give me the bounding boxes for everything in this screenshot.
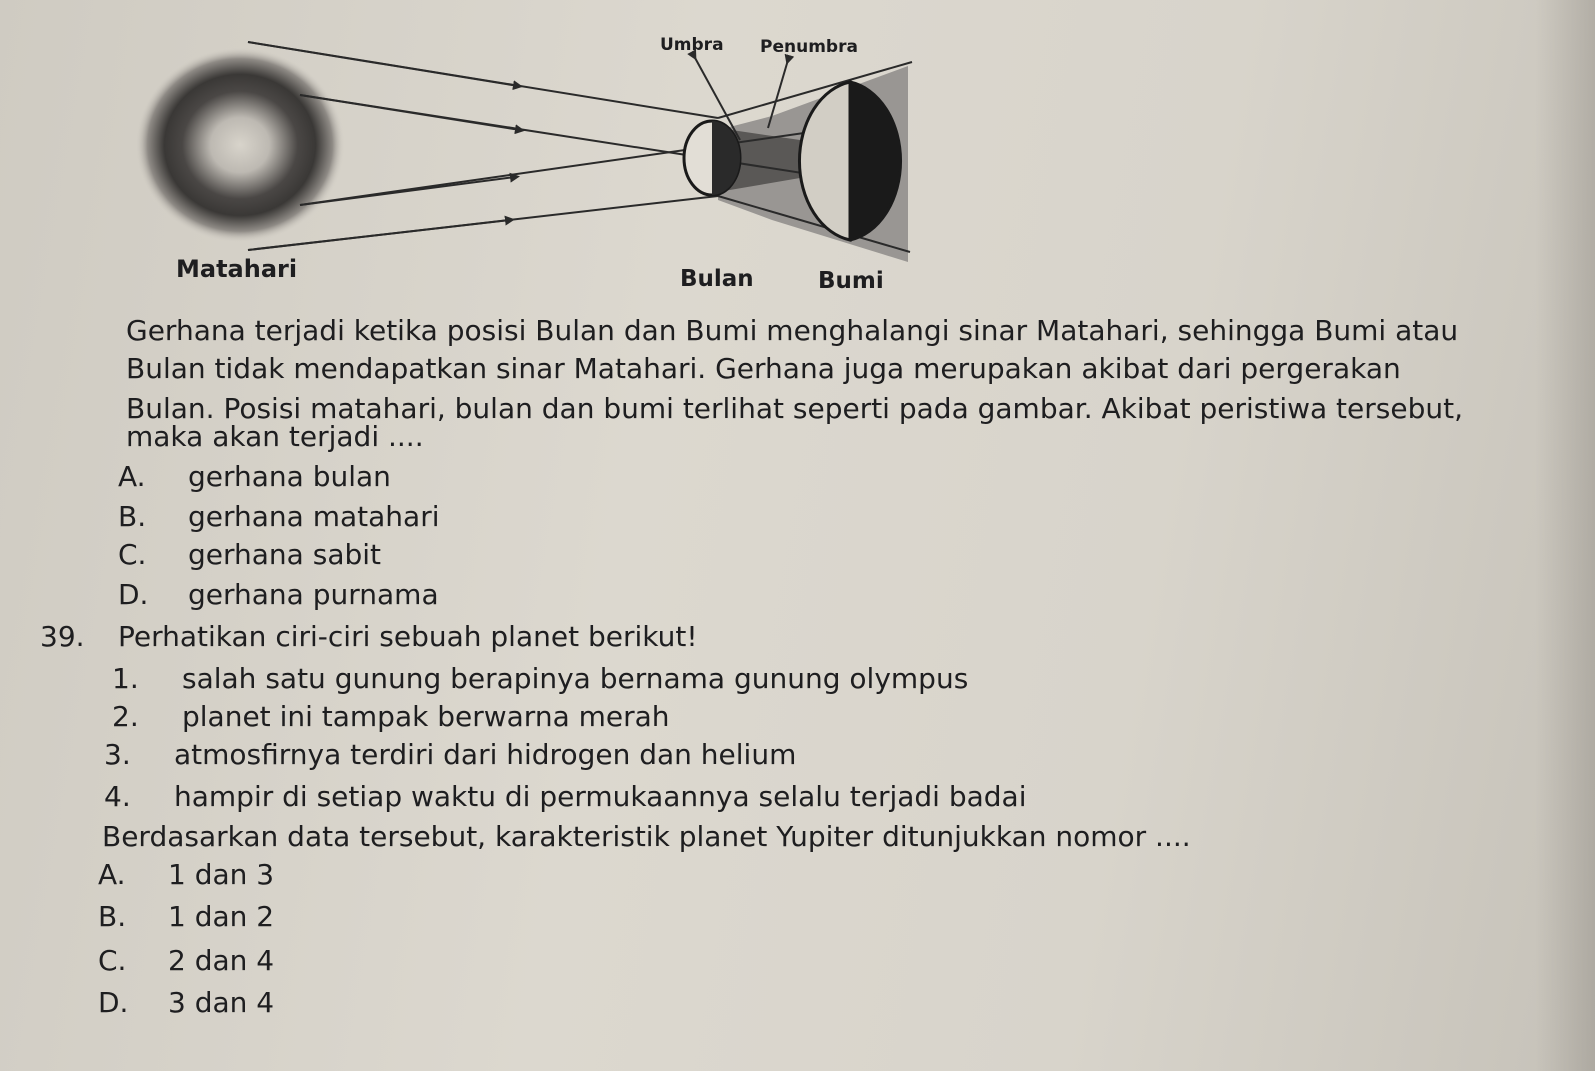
q38-text-line-4: maka akan terjadi .... bbox=[126, 420, 424, 453]
option-text: 2 dan 4 bbox=[168, 944, 275, 977]
label-bumi: Bumi bbox=[818, 268, 884, 294]
q38-text-line-2: Bulan tidak mendapatkan sinar Matahari. Gerhana juga merupakan akibat dari pergerakan bbox=[126, 352, 1401, 385]
option-letter: D. bbox=[118, 578, 149, 611]
option-text: 1 dan 2 bbox=[168, 900, 275, 933]
option-letter: A. bbox=[98, 858, 126, 891]
item-text: planet ini tampak berwarna merah bbox=[182, 700, 670, 733]
option-letter: B. bbox=[118, 500, 147, 533]
q39-option-c[interactable] bbox=[98, 944, 274, 977]
option-letter: C. bbox=[98, 944, 127, 977]
option-text: gerhana bulan bbox=[188, 460, 391, 493]
item-number: 4. bbox=[104, 780, 131, 813]
q39-prompt: Berdasarkan data tersebut, karakteristik planet Yupiter ditunjukkan nomor .... bbox=[102, 820, 1191, 853]
q38-text-line-1: Gerhana terjadi ketika posisi Bulan dan Bumi menghalangi sinar Matahari, sehingga Bumi atau bbox=[126, 314, 1459, 347]
item-text: hampir di setiap waktu di permukaannya selalu terjadi badai bbox=[174, 780, 1027, 813]
label-penumbra: Penumbra bbox=[760, 37, 858, 57]
q39-item-2 bbox=[112, 700, 670, 733]
option-text: 1 dan 3 bbox=[168, 858, 275, 891]
q39-item-1 bbox=[112, 662, 968, 695]
earth-shape bbox=[799, 82, 900, 240]
q38-option-a[interactable] bbox=[118, 460, 391, 493]
item-number: 1. bbox=[112, 662, 139, 695]
q38-option-c[interactable] bbox=[118, 538, 381, 571]
label-bulan: Bulan bbox=[680, 266, 754, 292]
item-text: salah satu gunung berapinya bernama gunung olympus bbox=[182, 662, 969, 695]
q39-item-3 bbox=[104, 738, 796, 771]
q38-option-d[interactable] bbox=[118, 578, 439, 611]
q38-text-line-3: Bulan. Posisi matahari, bulan dan bumi terlihat seperti pada gambar. Akibat peristiwa tersebut, bbox=[126, 392, 1463, 425]
q39-item-4 bbox=[104, 780, 1026, 813]
q39-option-a[interactable] bbox=[98, 858, 274, 891]
label-matahari: Matahari bbox=[176, 255, 298, 283]
label-umbra: Umbra bbox=[660, 35, 724, 55]
q39-question bbox=[40, 618, 698, 656]
q39-question-text: Perhatikan ciri-ciri sebuah planet berikut! bbox=[118, 620, 698, 653]
option-text: 3 dan 4 bbox=[168, 986, 275, 1019]
option-text: gerhana sabit bbox=[188, 538, 382, 571]
eclipse-diagram bbox=[0, 0, 1000, 310]
item-text: atmosfirnya terdiri dari hidrogen dan helium bbox=[174, 738, 797, 771]
paper-edge-shadow bbox=[1535, 0, 1595, 1071]
moon-shape bbox=[684, 121, 740, 195]
option-letter: B. bbox=[98, 900, 127, 933]
q39-option-d[interactable] bbox=[98, 986, 274, 1019]
option-text: gerhana purnama bbox=[188, 578, 439, 611]
option-letter: D. bbox=[98, 986, 129, 1019]
sun-shape bbox=[135, 47, 345, 243]
item-number: 3. bbox=[104, 738, 131, 771]
item-number: 2. bbox=[112, 700, 139, 733]
q39-option-b[interactable] bbox=[98, 900, 274, 933]
option-text: gerhana matahari bbox=[188, 500, 440, 533]
q39-number: 39. bbox=[40, 620, 85, 653]
option-letter: C. bbox=[118, 538, 147, 571]
option-letter: A. bbox=[118, 460, 146, 493]
q38-option-b[interactable] bbox=[118, 500, 440, 533]
